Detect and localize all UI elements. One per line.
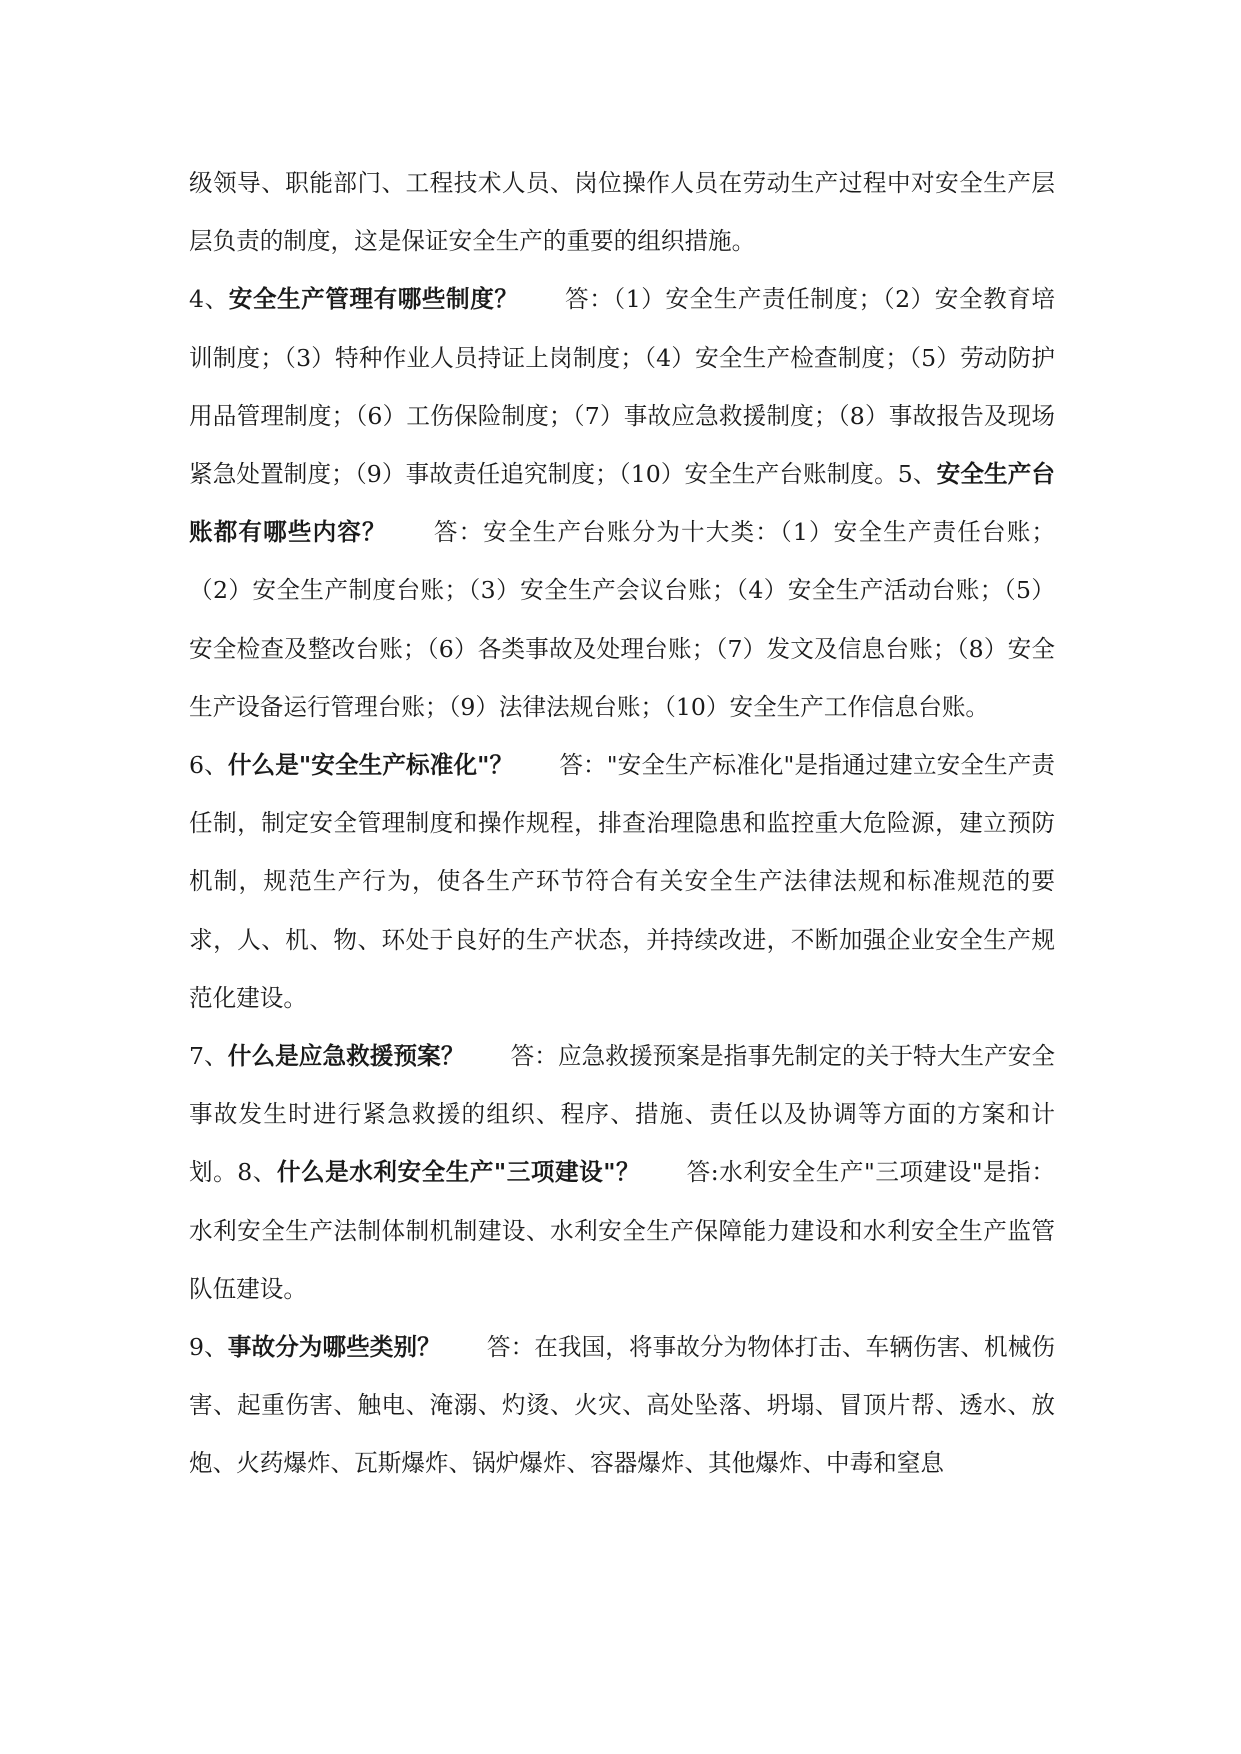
paragraph <box>189 154 1055 270</box>
question-text: 什么是应急救援预案？ <box>227 1042 465 1071</box>
body-text: 7、 <box>189 1042 228 1071</box>
question-text: 事故分为哪些类别？ <box>227 1333 441 1362</box>
body-text: 9、 <box>189 1333 228 1362</box>
paragraph <box>189 1027 1055 1318</box>
question-text: 什么是"安全生产标准化"？ <box>227 751 514 780</box>
paragraph <box>189 270 1055 736</box>
body-text: 答:水利安全生产"三项建设"是指：水利安全生产法制体制机制建设、水利安全生产保障能力建设和水利安全生产监管队伍建设。 <box>189 1158 1056 1303</box>
paragraph <box>189 736 1055 1027</box>
question-text: 安全生产台账都有哪些内容？ <box>189 460 1056 547</box>
body-text: 级领导、职能部门、工程技术人员、岗位操作人员在劳动生产过程中对安全生产层层负责的制度，这是保证安全生产的重要的组织措施。 <box>189 169 1055 256</box>
body-text: 答：在我国，将事故分为物体打击、车辆伤害、机械伤害、起重伤害、触电、淹溺、灼烫、火灾、高处坠落、坍塌、冒顶片帮、透水、放炮、火药爆炸、瓦斯爆炸、锅炉爆炸、容器爆炸、其他爆炸、中毒和窒息 <box>189 1333 1055 1478</box>
paragraph <box>189 1318 1055 1493</box>
body-text: 答：（1）安全生产责任制度；（2）安全教育培训制度；（3）特种作业人员持证上岗制度；（4）安全生产检查制度；（5）劳动防护用品管理制度；（6）工伤保险制度；（7）事故应急救援制度；（8）事故报告及现场紧急处置制度；（9）事故责任追究制度；（10）安全生产台账制度。5、 <box>189 285 1055 489</box>
document-body <box>189 154 1055 1493</box>
question-text: 安全生产管理有哪些制度？ <box>228 285 519 314</box>
body-text: 6、 <box>189 751 228 780</box>
body-text: 答：安全生产台账分为十大类：（1）安全生产责任台账；（2）安全生产制度台账；（3）安全生产会议台账；（4）安全生产活动台账；（5）安全检查及整改台账；（6）各类事故及处理台账；（7）发文及信息台账；（8）安全生产设备运行管理台账；（9）法律法规台账；（10）安全生产工作信息台账。 <box>189 518 1056 721</box>
body-text: 答：应急救援预案是指事先制定的关于特大生产安全事故发生时进行紧急救援的组织、程序、措施、责任以及协调等方面的方案和计划。8、 <box>189 1042 1056 1187</box>
body-text: 4、 <box>189 285 229 314</box>
question-text: 什么是水利安全生产"三项建设"？ <box>276 1158 641 1187</box>
body-text: 答："安全生产标准化"是指通过建立安全生产责任制，制定安全管理制度和操作规程，排查治理隐患和监控重大危险源，建立预防机制，规范生产行为，使各生产环节符合有关安全生产法律法规和标准规范的要求，人、机、物、环处于良好的生产状态，并持续改进，不断加强企业安全生产规范化建设。 <box>189 751 1056 1012</box>
